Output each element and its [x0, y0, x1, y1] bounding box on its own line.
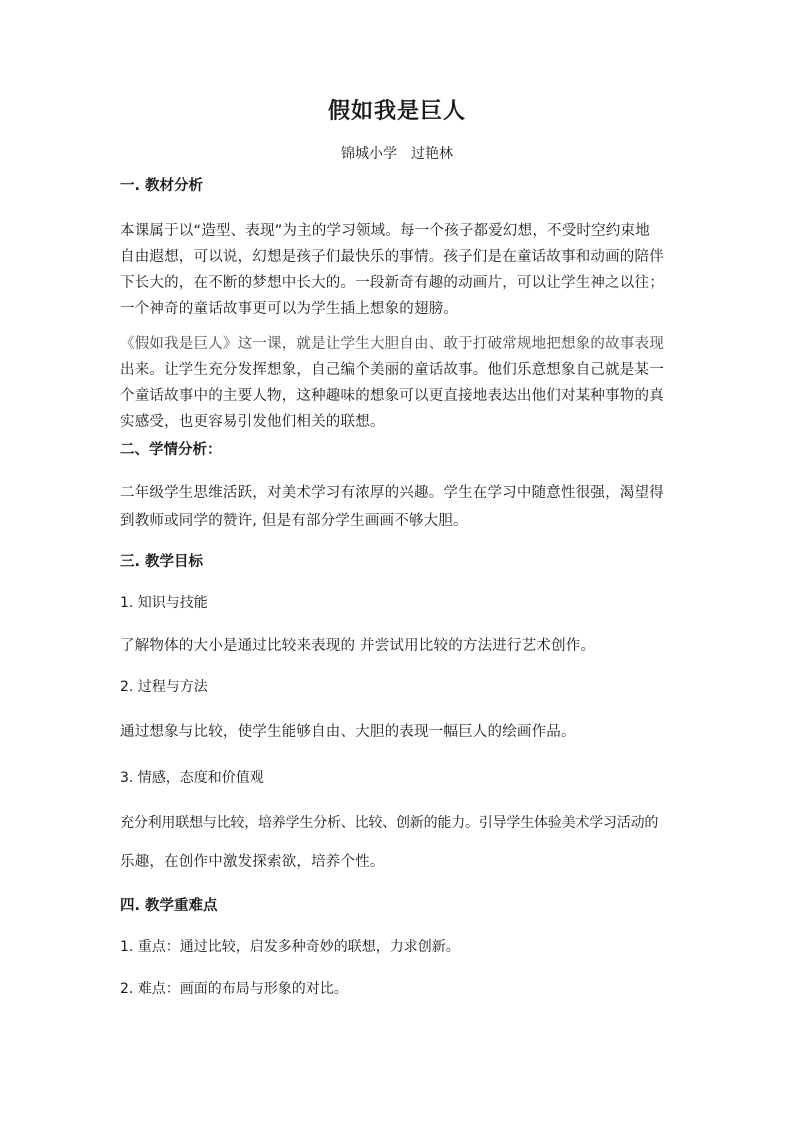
section-heading-textbook-analysis: 一. 教材分析 [120, 178, 204, 194]
paragraph-line: 出来。让学生充分发挥想象，自己编个美丽的童话故事。他们乐意想象自己就是某一 [120, 362, 664, 378]
paragraph-line: 二年级学生思维活跃，对美术学习有浓厚的兴趣。学生在学习中随意性很强，渴望得 [120, 485, 664, 501]
paragraph-line: 个童话故事中的主要人物，这种趣味的想象可以更直接地表达出他们对某种事物的真 [120, 388, 664, 404]
paragraph-line: 下长大的，在不断的梦想中长大的。一段新奇有趣的动画片，可以让学生神之以往； [120, 275, 664, 291]
goal-text: 通过想象与比较，使学生能够自由、大胆的表现一幅巨人的绘画作品。 [120, 724, 576, 740]
goal-label: 1. 知识与技能 [120, 595, 208, 611]
paragraph-line: 自由遐想，可以说，幻想是孩子们最快乐的事情。孩子们是在童话故事和动画的陪伴 [120, 249, 664, 265]
goal-label: 3. 情感，态度和价值观 [120, 770, 264, 786]
paragraph-line: 一个神奇的童话故事更可以为学生插上想象的翅膀。 [120, 301, 459, 317]
document-title: 假如我是巨人 [327, 98, 466, 124]
goal-text: 乐趣，在创作中激发探索欲，培养个性。 [120, 854, 385, 870]
goal-label: 2. 过程与方法 [120, 679, 208, 695]
section-heading-key-points: 四. 教学重难点 [120, 898, 218, 914]
goal-text: 了解物体的大小是通过比较来表现的 并尝试用比较的方法进行艺术创作。 [120, 638, 596, 654]
section-heading-teaching-goals: 三. 教学目标 [120, 554, 204, 570]
section-heading-learner-analysis: 二、学情分析： [120, 442, 222, 458]
key-point: 1. 重点：通过比较，启发多种奇妙的联想，力求创新。 [120, 939, 460, 955]
paragraph-line: 到教师或同学的赞许, 但是有部分学生画画不够大胆。 [120, 513, 468, 529]
goal-text: 充分利用联想与比较，培养学生分析、比较、创新的能力。引导学生体验美术学习活动的 [120, 815, 659, 831]
paragraph-line: 本课属于以“造型、表现”为主的学习领域。每一个孩子都爱幻想，不受时空约束地 [120, 223, 650, 239]
key-point: 2. 难点：画面的布局与形象的对比。 [120, 981, 348, 997]
author-line: 锦城小学 过艳林 [341, 146, 453, 162]
paragraph-line: 实感受，也更容易引发他们相关的联想。 [120, 414, 385, 430]
paragraph-line: 《假如我是巨人》这一课，就是让学生大胆自由、敢于打破常规地把想象的故事表现 [120, 336, 664, 352]
